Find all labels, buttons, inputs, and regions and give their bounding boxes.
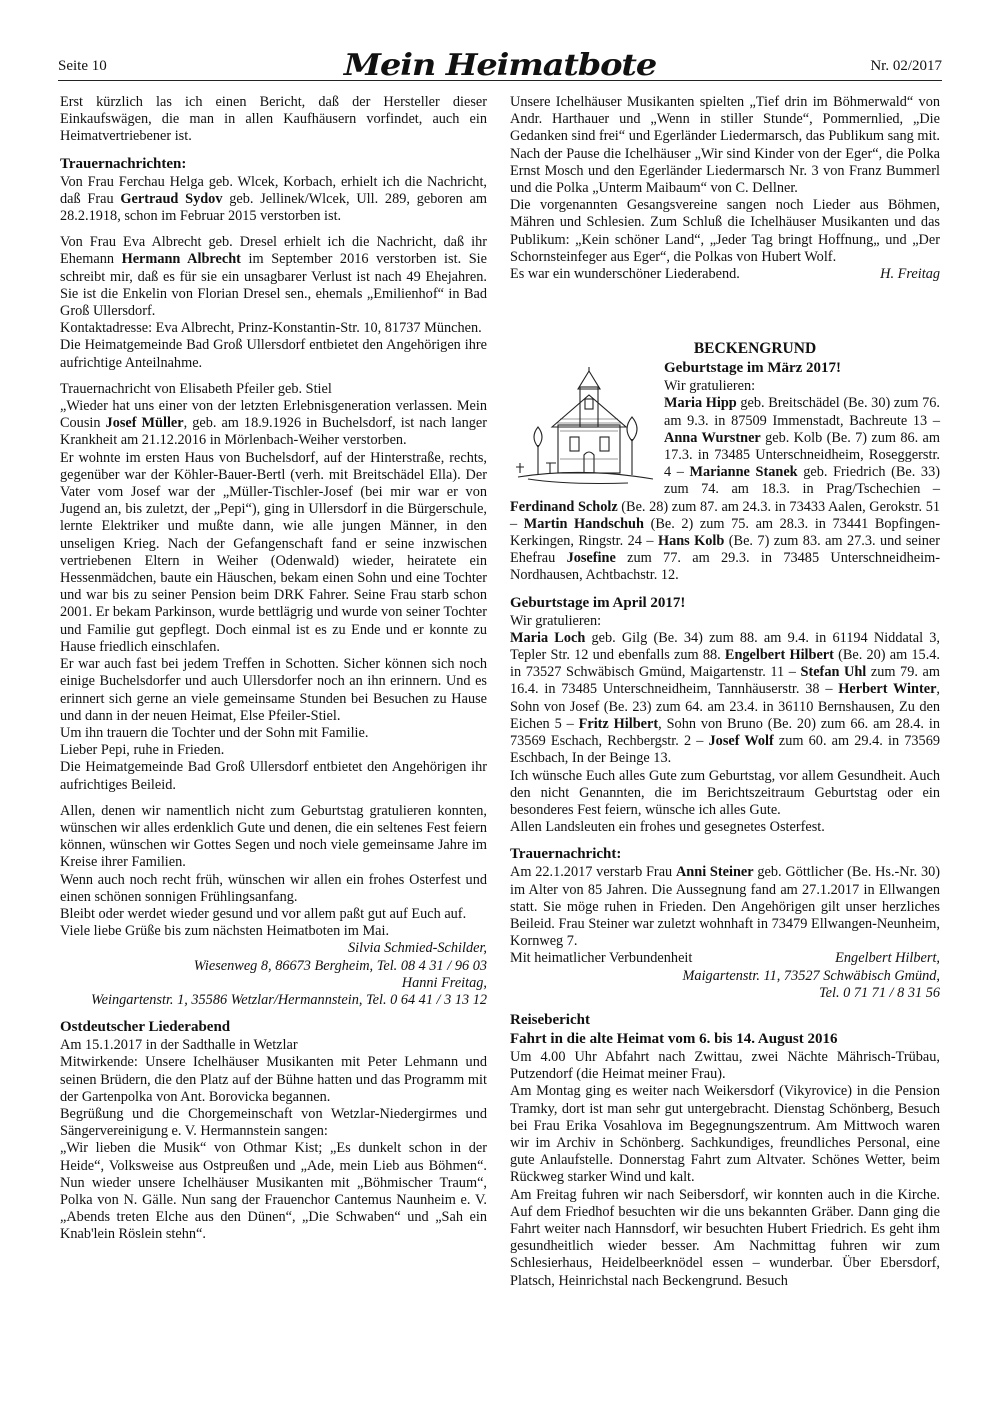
left-column	[60, 94, 487, 1244]
chapel-illustration	[508, 367, 658, 492]
albrecht-notice: Von Frau Eva Albrecht geb. Dresel erhielt ich die Nachricht, daß ihr Ehemann Hermann Albrecht im September 2016 verstorben ist. Sie schreibt mir, daß es für sie ein unsagbarer Verlust ist nach 49 Ehejahren. Sie ist die Enkelin von Florian Dresel sen., ehemals „Emilienhof“ in Bad Groß Ullersdorf.	[60, 234, 488, 320]
liederabend-heading: Ostdeutscher Liederabend	[60, 1019, 231, 1036]
birthday-name: Maria Loch	[510, 629, 586, 646]
gruss-paragraph-1: Allen, denen wir namentlich nicht zum Geburtstag gratulieren konnten, wünschen wir alles erdenklich Gute und denen, die ein seltenes Fest feiern können, wünschen wir Gottes Segen und noch viele gemeinsame Jahre im Kreise ihrer Familien.	[60, 802, 487, 871]
birthday-name: Anna Wurstner	[664, 429, 761, 446]
sydov-notice: Von Frau Ferchau Helga geb. Wlcek, Korbach, erhielt ich die Nachricht, daß Frau Gertraud Sydov geb. Jellinek/Wlcek, Ull. 289, geboren am 28.2.1918, schon im Februar 2015 verstorben ist.	[60, 173, 487, 225]
intro-paragraph: Erst kürzlich las ich einen Bericht, daß der Hersteller dieser Einkaufswägen, die man in allen Kaufhäusern vorfindet, auch ein Heimatvertriebener ist.	[60, 94, 487, 145]
liederabend-paragraph-3: „Wir lieben die Musik“ von Othmar Kist; „Es dunkelt schon in der Heide“, Volksweise aus Ostpreußen und „Ade, mein Lieb aus Böhmen“. Nun wieder unsere Ichelhäuser Musikanten mit „Böhmischer Traum“, Polka von N. Gälle. Nun sang der Frauenchor Cantemus Naunheim e. V. „Abends treten Elche aus den Dünen“, „Die Schwaben“ und „Sah ein Knab'lein Röslein stehn“.	[60, 1140, 487, 1243]
beckengrund-heading: BECKENGRUND	[693, 340, 817, 358]
steiner-notice: Am 22.1.2017 verstarb Frau Anni Steiner geb. Göttlicher (Be. Hs.-Nr. 30) im Alter von 85 Jahren. Die Aussegnung fand am 27.1.2017 in Ellwangen statt. Sie möge ruhen in Frieden. Den Angehörigen gilt unser herzliches Beileid. Frau Steiner war zuletzt wohnhaft in 73479 Ellwangen-Neunheim, Kornweg 7.	[510, 864, 940, 950]
april-heading: Geburtstage im April 2017!	[510, 594, 686, 611]
birthday-name: Ferdinand Scholz	[510, 498, 618, 515]
kontakt-address: Kontaktadresse: Eva Albrecht, Prinz-Konstantin-Str. 10, 81737 München.	[60, 320, 482, 337]
birthday-name: Hans Kolb	[657, 533, 725, 550]
masthead-logo: Mein Heimatbote	[343, 48, 657, 83]
musik-signature: H. Freitag	[880, 266, 940, 283]
maerz-birthdays: Maria Hipp geb. Breitschädel (Be. 30) zum 76. am 9.3. in 87509 Immenstadt, Bachreute 13 – Anna Wurstner geb. Kolb (Be. 7) zum 86. am 17.3. in 73485 Unterschneidheim, Roseggerstr. 4 – Marianne Stanek geb. Friedrich (Be. 33) zum 74. am 18.3. in Prag/Tschechien – Ferdinand Scholz (Be. 28) zum 87. am 24.3. in 73433 Aalen, Gerokstr. 51 – Martin Handschuh (Be. 2) zum 75. am 28.3. in 73441 Bopfingen-Kerkingen, Ringstr. 24 – Hans Kolb (Be. 7) zum 83. am 27.3. und seiner Ehefrau Josefine zum 77. am 29.3. in 73485 Unterschneidheim-Nordhausen, Achtbachstr. 12.	[510, 395, 941, 584]
wuensche-paragraph-1: Ich wünsche Euch alles Gute zum Geburtstag, vor allem Gesundheit. Auch den nicht Genannten, die im Berichtszeitraum Geburtstag oder ein besonderes Fest feiern, wünsche ich alles Gute.	[510, 767, 940, 818]
trauernachricht-heading: Trauernachricht:	[510, 846, 622, 863]
maerz-gratulieren: Wir gratulieren:	[664, 378, 756, 395]
birthday-name: Stefan Uhl	[800, 664, 867, 681]
musik-paragraph-1: Unsere Ichelhäuser Musikanten spielten „Tief drin im Böhmerwald“ von Andr. Harthauer und „Wenn in stiller Stunde“, Pommernlied, „Die Gedanken sind frei“ und Egerländer Liedermarsch, das Publikum sang mit. Nach der Pause die Ichelhäuser „Wir sind Kinder von der Eger“, die Polka Ernst Mosch und den Egerländer Liedermarsch Nr. 3 von Franz Bummerl und die Polka „Unterm Maibaum“ von C. Dellner.	[510, 94, 940, 197]
april-birthdays: Maria Loch geb. Gilg (Be. 34) zum 88. am 9.4. in 61194 Niddatal 3, Tepler Str. 12 und ebenfalls zum 88. Engelbert Hilbert (Be. 20) am 15.4. in 73527 Schwäbisch Gmünd, Maigartenstr. 11 – Stefan Uhl zum 79. am 16.4. in 73485 Unterschneidheim, Tannhäuserstr. 38 – Herbert Winter, Sohn von Josef (Be. 23) zum 64. am 23.4. in 36110 Bernshausen, Zu den Eichen 5 – Fritz Hilbert, Sohn von Bruno (Be. 20) zum 66. am 28.4. in 73569 Eschach, Rechbergstr. 2 – Josef Wolf zum 60. am 29.4. in 73569 Eschbach, In der Beinge 13.	[510, 629, 941, 767]
anteilnahme: Die Heimatgemeinde Bad Groß Ullersdorf entbietet den Angehörigen ihre aufrichtige Anteilnahme.	[60, 337, 487, 371]
maerz-heading: Geburtstage im März 2017!	[664, 360, 842, 377]
page-number: Seite 10	[58, 58, 107, 74]
gruss-paragraph-3: Bleibt oder werdet wieder gesund und vor allem paßt gut auf Euch auf.	[60, 905, 467, 922]
pfeiler-title: Trauernachricht von Elisabeth Pfeiler geb. Stiel	[60, 380, 332, 397]
liederabend-paragraph-1: Mitwirkende: Unsere Ichelhäuser Musikanten mit Peter Lehmann und seinen Brüdern, die den Platz auf der Bühne hatten und das Programm mit der Gartenpolka von Ant. Borovicka begannen.	[60, 1054, 487, 1105]
pfeiler-paragraph-5: Lieber Pepi, ruhe in Frieden.	[60, 742, 225, 759]
hilbert-phone: Tel. 0 71 71 / 8 31 56	[818, 984, 940, 1001]
reise-paragraph-3: Am Freitag fuhren wir nach Seibersdorf, wir konnten auch in die Kirche. Auf dem Friedhof besuchten wir die uns bekannten Gräber. Dann ging die Fahrt weiter nach Hannsdorf, wir besuchten Hubert Friedrich. Es geht ihm gesundheitlich wieder besser. Am Nachmittag fuhren wir zum Schlesierhaus, Heidelbeerknödel essen – wunderbar. Über Ebersdorf, Platsch, Heinrichstal nach Beckengrund. Besuch	[510, 1186, 940, 1289]
liederabend-paragraph-2: Begrüßung und die Chorgemeinschaft von Wetzlar-Niedergirmes und Sängervereinigung e. V. Hermannstein sangen:	[60, 1105, 487, 1140]
trauer-heading: Trauernachrichten:	[60, 155, 187, 172]
signature-freitag-address: Weingartenstr. 1, 35586 Wetzlar/Hermannstein, Tel. 0 64 41 / 3 13 12	[91, 991, 487, 1008]
pfeiler-paragraph-1: „Wieder hat uns einer von der letzten Erlebnisgeneration verlassen. Mein Cousin Josef Müller, geb. am 18.9.1926 in Buchelsdorf, ist nach langer Krankheit am 21.12.2016 in Mörlenbach-Weiher verstorben.	[60, 398, 488, 449]
hilbert-address: Maigartenstr. 11, 73527 Schwäbisch Gmünd,	[682, 967, 940, 984]
reise-paragraph-1: Um 4.00 Uhr Abfahrt nach Zwittau, zwei Nächte Mährisch-Trübau, Putzendorf (die Heimat meiner Frau).	[510, 1048, 940, 1083]
gruss-paragraph-2: Wenn auch noch recht früh, wünschen wir allen ein frohes Osterfest und einen schönen sonnigen Frühlingsanfang.	[60, 871, 487, 905]
birthday-name: Fritz Hilbert	[578, 715, 659, 732]
beileid: Die Heimatgemeinde Bad Groß Ullersdorf entbietet den Angehörigen ihr aufrichtiges Beileid.	[60, 759, 487, 793]
reise-paragraph-2: Am Montag ging es weiter nach Weikersdorf (Vikyrovice) in die Pension Tramky, dort ist man sehr gut untergebracht. Dienstag Schönberg, Besuch bei Frau Erika Vosahlova im Begegnungszentrum. Am Mittwoch waren wir im Archiv in Schönberg. Sachkundiges, freundliches Personal, eine gute Anlaufstelle. Donnerstag Fahrt zum Altvater. Schönes Wetter, beim Rückweg starker Wind und kalt.	[510, 1083, 940, 1186]
april-gratulieren: Wir gratulieren:	[510, 612, 602, 629]
birthday-name: Maria Hipp	[664, 395, 737, 412]
gruss-paragraph-4: Viele liebe Grüße bis zum nächsten Heimatboten im Mai.	[60, 923, 390, 940]
musik-closing: Es war ein wunderschöner Liederabend. H. Freitag	[510, 266, 940, 283]
pfeiler-paragraph-2: Er wohnte im ersten Haus von Buchelsdorf, auf der Hinterstraße, rechts, gegenüber war der Köhler-Bauer-Bertl (verh. mit Breitschädel Ella). Der Vater vom Josef war der „Müller-Tischler-Josef (bei mir war er von Jugend an, bis zuletzt, der „Pepi“), ging in Ullersdorf in die Bürgerschule, lernte Elektriker und mußte dann, wie alle jungen Männer, in den unseligen Krieg. Nach der Gefangenschaft fand er seine inzwischen vertriebenen Eltern in Weiher (Odenwald) wieder, heiratete ein Hessenmädchen, baute ein Häuschen, bekam einen Sohn und eine Tochter und war bis zu seiner Pension beim DRK Fahrer. Seine Frau starb schon 2001. Er bekam Parkinson, wurde bettlägrig und wurde von seiner Tochter und Familie gut gepflegt. Doch einmal ist es zu Ende und er konnte zu Hause friedlich einschlafen.	[60, 449, 487, 655]
reisebericht-subheading: Fahrt in die alte Heimat vom 6. bis 14. August 2016	[510, 1030, 838, 1047]
birthday-name: Martin Handschuh	[523, 515, 644, 532]
signature-schmied-name: Silvia Schmied-Schilder,	[348, 940, 487, 957]
liederabend-date: Am 15.1.2017 in der Sadthalle in Wetzlar	[60, 1037, 298, 1054]
wuensche-paragraph-2: Allen Landsleuten ein frohes und gesegnetes Osterfest.	[510, 819, 825, 836]
birthday-name: Josef Wolf	[708, 733, 774, 750]
hilbert-signature: Engelbert Hilbert,	[835, 950, 940, 967]
pfeiler-paragraph-3: Er war auch fast bei jedem Treffen in Schotten. Sicher können sich noch einige Buchelsdorfer und auch Ullersdorfer noch an ihn erinnern. Und es erinnert sich gerne an viele gemeinsame Stunden bei Besuchen zu Hause und dann in der neuen Heimat, Else Pfeiler-Stiel.	[60, 656, 487, 724]
birthday-name: Herbert Winter	[838, 681, 937, 698]
header-rule	[58, 80, 942, 81]
signature-freitag-name: Hanni Freitag,	[401, 974, 487, 991]
pfeiler-paragraph-4: Um ihn trauern die Tochter und der Sohn mit Familie.	[60, 724, 369, 741]
page-header	[58, 50, 942, 86]
issue-number: Nr. 02/2017	[870, 58, 942, 74]
reisebericht-heading: Reisebericht	[510, 1011, 590, 1028]
birthday-name: Marianne Stanek	[689, 464, 798, 481]
signature-schmied-address: Wiesenweg 8, 86673 Bergheim, Tel. 08 4 31 / 96 03	[193, 957, 487, 974]
musik-paragraph-2: Die vorgenannten Gesangsvereine sangen noch Lieder aus Böhmen, Mähren und Schlesien. Zum Schluß die Ichelhäuser Musikanten und das Publikum: „Kein schöner Land“, „Jeder Tag bringt Hoffnung„ und „Der Schornsteinfeger aus Eger“, die Polkas von Hubert Wolf.	[510, 197, 940, 265]
verbundenheit-line: Mit heimatlicher Verbundenheit Engelbert Hilbert,	[510, 950, 940, 967]
right-column	[510, 94, 940, 1290]
birthday-name: Engelbert Hilbert	[724, 647, 834, 664]
birthday-name: Josefine	[566, 550, 616, 567]
